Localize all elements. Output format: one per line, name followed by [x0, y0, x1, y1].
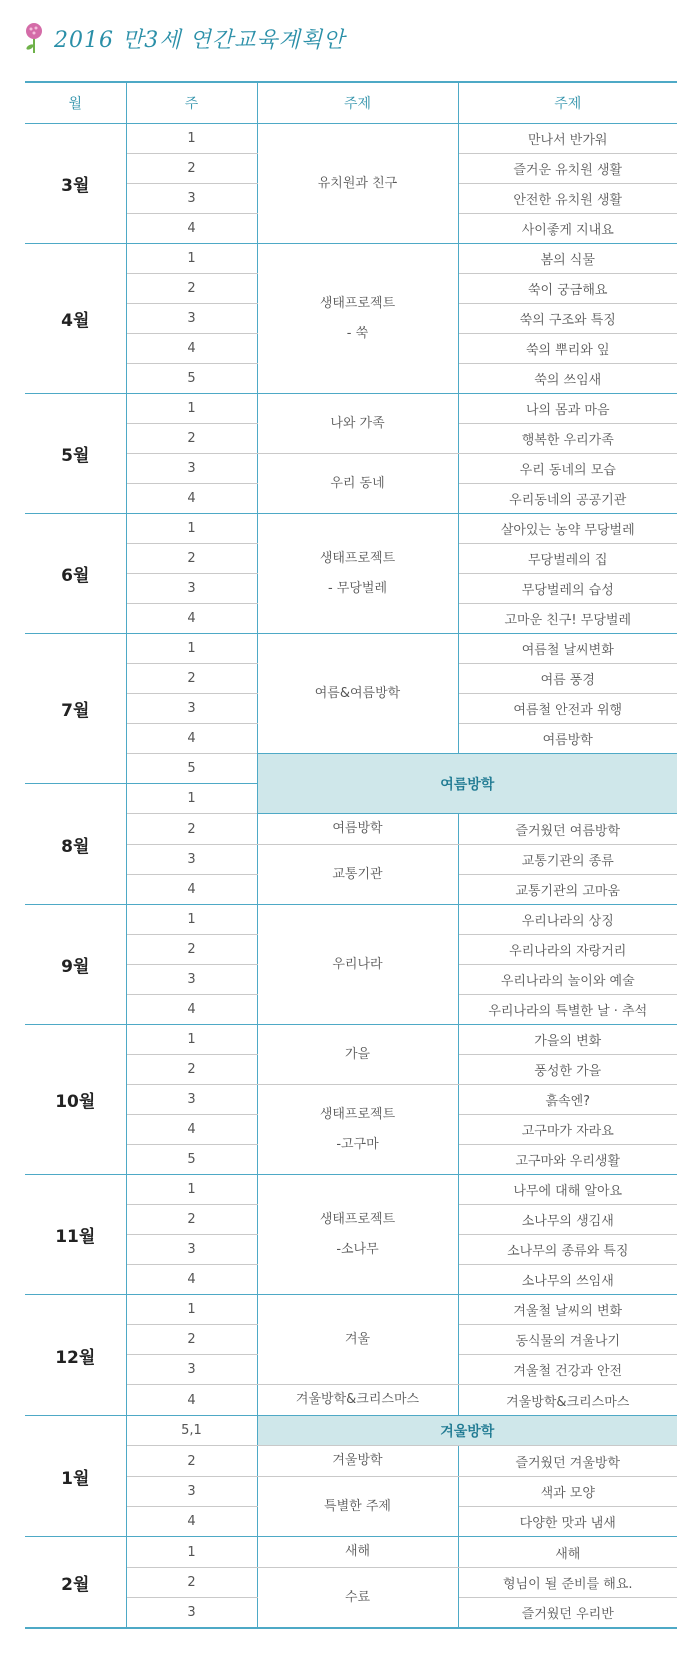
week-cell: 3	[126, 965, 257, 995]
week-cell: 2	[126, 1205, 257, 1235]
week-cell: 1	[126, 394, 257, 424]
week-cell: 5	[126, 364, 257, 394]
topic-cell: 소나무의 생김새	[458, 1205, 677, 1235]
topic-cell: 무당벌레의 집	[458, 544, 677, 574]
topic-cell: 쑥의 구조와 특징	[458, 304, 677, 334]
week-cell: 2	[126, 154, 257, 184]
header-week: 주	[126, 82, 257, 124]
theme-cell: 겨울방학&크리스마스	[257, 1385, 458, 1416]
annual-plan-table	[25, 81, 677, 1629]
topic-cell: 우리나라의 자랑거리	[458, 935, 677, 965]
week-cell: 1	[126, 784, 257, 814]
theme-cell: 겨울방학	[257, 1446, 458, 1477]
topic-cell: 우리나라의 상징	[458, 905, 677, 935]
week-cell: 2	[126, 274, 257, 304]
month-cell: 2월	[25, 1537, 126, 1629]
topic-cell: 겨울철 건강과 안전	[458, 1355, 677, 1385]
page-title: 2016 만3세 연간교육계획안	[54, 27, 346, 53]
topic-cell: 새해	[458, 1537, 677, 1568]
theme-cell: 유치원과 친구	[257, 124, 458, 244]
theme-cell: 새해	[257, 1537, 458, 1568]
week-cell: 4	[126, 334, 257, 364]
theme-cell: 여름&여름방학	[257, 634, 458, 754]
week-cell: 1	[126, 905, 257, 935]
week-cell: 1	[126, 244, 257, 274]
month-cell: 11월	[25, 1175, 126, 1295]
week-cell: 4	[126, 604, 257, 634]
theme-cell: 생태프로젝트 -소나무	[257, 1175, 458, 1295]
month-cell: 6월	[25, 514, 126, 634]
week-cell: 2	[126, 1055, 257, 1085]
topic-cell: 동식물의 겨울나기	[458, 1325, 677, 1355]
summer-vacation-cell: 여름방학	[257, 754, 677, 814]
topic-cell: 봄의 식물	[458, 244, 677, 274]
topic-cell: 교통기관의 고마움	[458, 875, 677, 905]
topic-cell: 다양한 맛과 냄새	[458, 1507, 677, 1537]
theme-cell: 나와 가족	[257, 394, 458, 454]
topic-cell: 고구마가 자라요	[458, 1115, 677, 1145]
topic-cell: 쑥이 궁금해요	[458, 274, 677, 304]
week-cell: 1	[126, 1175, 257, 1205]
theme-cell: 특별한 주제	[257, 1477, 458, 1537]
month-cell: 9월	[25, 905, 126, 1025]
topic-cell: 풍성한 가을	[458, 1055, 677, 1085]
topic-cell: 소나무의 쓰임새	[458, 1265, 677, 1295]
topic-cell: 우리동네의 공공기관	[458, 484, 677, 514]
week-cell: 5	[126, 1145, 257, 1175]
header-month: 월	[25, 82, 126, 124]
topic-cell: 겨울방학&크리스마스	[458, 1385, 677, 1416]
week-cell: 3	[126, 454, 257, 484]
topic-cell: 색과 모양	[458, 1477, 677, 1507]
week-cell: 1	[126, 124, 257, 154]
topic-cell: 여름철 날씨변화	[458, 634, 677, 664]
topic-cell: 우리 동네의 모습	[458, 454, 677, 484]
week-cell: 2	[126, 544, 257, 574]
topic-cell: 쑥의 뿌리와 잎	[458, 334, 677, 364]
header-topic: 주제	[458, 82, 677, 124]
topic-cell: 교통기관의 종류	[458, 845, 677, 875]
theme-cell: 교통기관	[257, 845, 458, 905]
week-cell: 3	[126, 1477, 257, 1507]
month-cell: 4월	[25, 244, 126, 394]
topic-cell: 가을의 변화	[458, 1025, 677, 1055]
theme-cell: 가을	[257, 1025, 458, 1085]
theme-cell: 수료	[257, 1568, 458, 1629]
flower-icon	[22, 21, 46, 55]
theme-cell: 생태프로젝트 -고구마	[257, 1085, 458, 1175]
week-cell: 1	[126, 1025, 257, 1055]
topic-cell: 즐거웠던 우리반	[458, 1598, 677, 1629]
theme-cell: 여름방학	[257, 814, 458, 845]
winter-vacation-cell: 겨울방학	[257, 1416, 677, 1446]
topic-cell: 겨울철 날씨의 변화	[458, 1295, 677, 1325]
week-cell: 3	[126, 574, 257, 604]
month-cell: 12월	[25, 1295, 126, 1416]
topic-cell: 흙속엔?	[458, 1085, 677, 1115]
week-cell: 2	[126, 1568, 257, 1598]
week-cell: 4	[126, 484, 257, 514]
week-cell: 4	[126, 1115, 257, 1145]
week-cell: 4	[126, 1265, 257, 1295]
topic-cell: 고마운 친구! 무당벌레	[458, 604, 677, 634]
topic-cell: 여름방학	[458, 724, 677, 754]
topic-cell: 여름철 안전과 위행	[458, 694, 677, 724]
week-cell: 1	[126, 1537, 257, 1568]
week-cell: 4	[126, 214, 257, 244]
topic-cell: 살아있는 농약 무당벌레	[458, 514, 677, 544]
topic-cell: 쑥의 쓰임새	[458, 364, 677, 394]
topic-cell: 행복한 우리가족	[458, 424, 677, 454]
theme-cell: 우리나라	[257, 905, 458, 1025]
week-cell: 4	[126, 724, 257, 754]
week-cell: 3	[126, 694, 257, 724]
week-cell: 3	[126, 1355, 257, 1385]
week-cell: 2	[126, 424, 257, 454]
week-cell: 3	[126, 1235, 257, 1265]
topic-cell: 형님이 될 준비를 해요.	[458, 1568, 677, 1598]
week-cell: 3	[126, 184, 257, 214]
topic-cell: 만나서 반가워	[458, 124, 677, 154]
week-cell: 2	[126, 935, 257, 965]
title-bar	[22, 18, 345, 58]
topic-cell: 우리나라의 특별한 날 · 추석	[458, 995, 677, 1025]
topic-cell: 나무에 대해 알아요	[458, 1175, 677, 1205]
theme-cell: 우리 동네	[257, 454, 458, 514]
topic-cell: 사이좋게 지내요	[458, 214, 677, 244]
topic-cell: 안전한 유치원 생활	[458, 184, 677, 214]
week-cell: 1	[126, 1295, 257, 1325]
theme-cell: 생태프로젝트 - 무당벌레	[257, 514, 458, 634]
week-cell: 3	[126, 845, 257, 875]
week-cell: 2	[126, 1325, 257, 1355]
week-cell: 3	[126, 1598, 257, 1629]
week-cell: 1	[126, 634, 257, 664]
header-theme: 주제	[257, 82, 458, 124]
topic-cell: 우리나라의 놀이와 예술	[458, 965, 677, 995]
month-cell: 3월	[25, 124, 126, 244]
topic-cell: 소나무의 종류와 특징	[458, 1235, 677, 1265]
month-cell: 5월	[25, 394, 126, 514]
topic-cell: 즐거웠던 여름방학	[458, 814, 677, 845]
month-cell: 8월	[25, 784, 126, 905]
week-cell: 2	[126, 1446, 257, 1477]
week-cell: 4	[126, 1385, 257, 1416]
week-cell: 3	[126, 1085, 257, 1115]
topic-cell: 나의 몸과 마음	[458, 394, 677, 424]
topic-cell: 즐거웠던 겨울방학	[458, 1446, 677, 1477]
topic-cell: 고구마와 우리생활	[458, 1145, 677, 1175]
week-cell: 3	[126, 304, 257, 334]
theme-cell: 겨울	[257, 1295, 458, 1385]
month-cell: 1월	[25, 1416, 126, 1537]
week-cell: 4	[126, 995, 257, 1025]
week-cell: 4	[126, 1507, 257, 1537]
week-cell: 2	[126, 664, 257, 694]
topic-cell: 무당벌레의 습성	[458, 574, 677, 604]
month-cell: 10월	[25, 1025, 126, 1175]
topic-cell: 즐거운 유치원 생활	[458, 154, 677, 184]
theme-cell: 생태프로젝트 - 쑥	[257, 244, 458, 394]
week-cell: 2	[126, 814, 257, 845]
week-cell: 5,1	[126, 1416, 257, 1446]
week-cell: 5	[126, 754, 257, 784]
topic-cell: 여름 풍경	[458, 664, 677, 694]
week-cell: 4	[126, 875, 257, 905]
month-cell: 7월	[25, 634, 126, 784]
week-cell: 1	[126, 514, 257, 544]
